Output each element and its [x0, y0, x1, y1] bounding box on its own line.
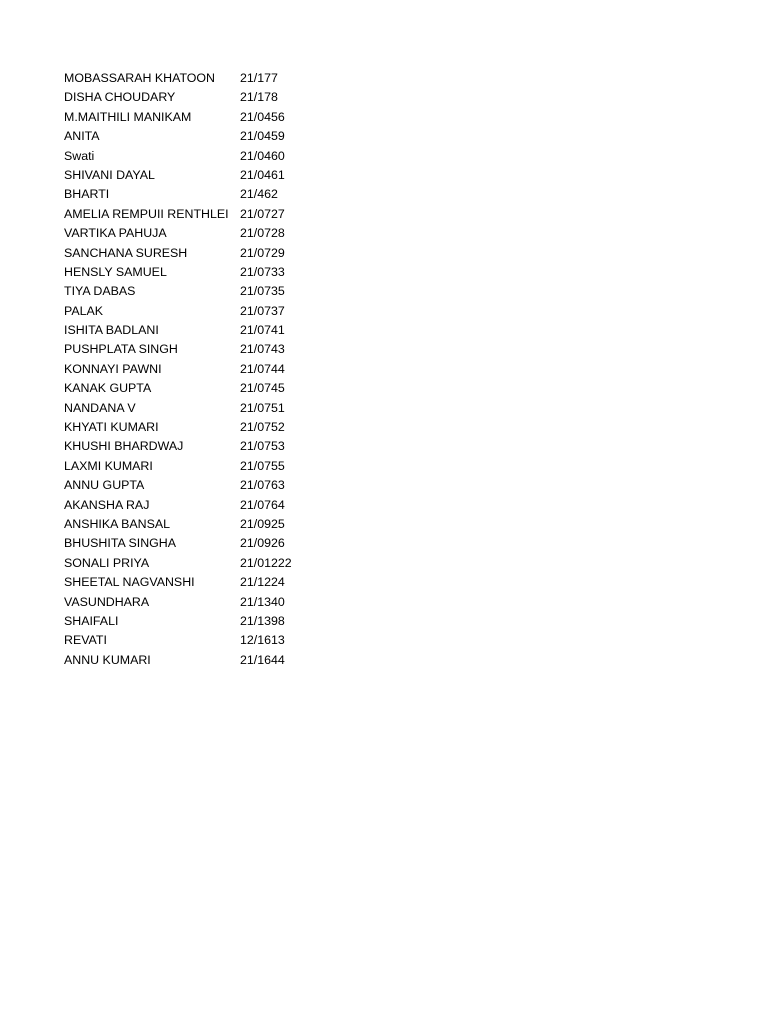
list-item	[64, 534, 384, 553]
list-item	[64, 147, 384, 166]
list-item	[64, 263, 384, 282]
list-item	[64, 224, 384, 243]
list-item	[64, 457, 384, 476]
list-item	[64, 282, 384, 301]
student-name: BHUSHITA SINGHA	[64, 536, 176, 551]
student-name: ANITA	[64, 129, 100, 144]
list-item	[64, 515, 384, 534]
roll-number: 21/0925	[240, 516, 285, 531]
roll-number: 21/0755	[240, 458, 285, 473]
roll-number: 21/462	[240, 187, 278, 202]
student-name: AMELIA REMPUII RENTHLEI	[64, 206, 229, 221]
student-name: LAXMI KUMARI	[64, 458, 153, 473]
roll-number: 21/1224	[240, 575, 285, 590]
student-name: TIYA DABAS	[64, 284, 136, 299]
roll-number: 21/0741	[240, 323, 285, 338]
list-item	[64, 244, 384, 263]
roll-number: 21/0456	[240, 109, 285, 124]
list-item	[64, 476, 384, 495]
student-name: M.MAITHILI MANIKAM	[64, 109, 192, 124]
roll-number: 21/0751	[240, 400, 285, 415]
list-item	[64, 205, 384, 224]
list-item	[64, 88, 384, 107]
student-name: REVATI	[64, 633, 107, 648]
roll-number: 21/0461	[240, 167, 285, 182]
student-roster-list	[64, 69, 384, 670]
roll-number: 21/0745	[240, 381, 285, 396]
list-item	[64, 651, 384, 670]
student-name: AKANSHA RAJ	[64, 497, 150, 512]
roll-number: 12/1613	[240, 633, 285, 648]
roll-number: 21/0926	[240, 536, 285, 551]
list-item	[64, 185, 384, 204]
list-item	[64, 593, 384, 612]
student-name: ANNU KUMARI	[64, 652, 151, 667]
student-name: VASUNDHARA	[64, 594, 150, 609]
list-item	[64, 69, 384, 88]
roll-number: 21/0733	[240, 264, 285, 279]
list-item	[64, 340, 384, 359]
roll-number: 21/0744	[240, 361, 285, 376]
roll-number: 21/0728	[240, 226, 285, 241]
roll-number: 21/1398	[240, 613, 285, 628]
student-name: SONALI PRIYA	[64, 555, 150, 570]
student-name: KHYATI KUMARI	[64, 420, 159, 435]
roll-number: 21/0753	[240, 439, 285, 454]
roll-number: 21/1644	[240, 652, 285, 667]
student-name: PALAK	[64, 303, 104, 318]
student-name: ISHITA BADLANI	[64, 323, 159, 338]
student-name: SHIVANI DAYAL	[64, 167, 155, 182]
student-name: SANCHANA SURESH	[64, 245, 188, 260]
list-item	[64, 127, 384, 146]
roll-number: 21/1340	[240, 594, 285, 609]
list-item	[64, 399, 384, 418]
student-name: Swati	[64, 148, 95, 163]
list-item	[64, 496, 384, 515]
student-name: KANAK GUPTA	[64, 381, 152, 396]
roll-number: 21/0459	[240, 129, 285, 144]
roll-number: 21/0743	[240, 342, 285, 357]
list-item	[64, 437, 384, 456]
roll-number: 21/0764	[240, 497, 285, 512]
list-item	[64, 108, 384, 127]
list-item	[64, 573, 384, 592]
list-item	[64, 302, 384, 321]
student-name: HENSLY SAMUEL	[64, 264, 167, 279]
student-name: PUSHPLATA SINGH	[64, 342, 178, 357]
student-name: ANNU GUPTA	[64, 478, 145, 493]
student-name: KHUSHI BHARDWAJ	[64, 439, 184, 454]
student-name: SHAIFALI	[64, 613, 119, 628]
list-item	[64, 554, 384, 573]
student-name: KONNAYI PAWNI	[64, 361, 162, 376]
student-name: NANDANA V	[64, 400, 136, 415]
list-item	[64, 360, 384, 379]
roll-number: 21/0727	[240, 206, 285, 221]
list-item	[64, 418, 384, 437]
list-item	[64, 321, 384, 340]
roll-number: 21/0729	[240, 245, 285, 260]
student-name: ANSHIKA BANSAL	[64, 516, 171, 531]
student-name: MOBASSARAH KHATOON	[64, 71, 216, 85]
roll-number: 21/01222	[240, 555, 292, 570]
roll-number: 21/0763	[240, 478, 285, 493]
student-name: SHEETAL NAGVANSHI	[64, 575, 195, 590]
student-name: DISHA CHOUDARY	[64, 90, 176, 105]
roll-number: 21/0460	[240, 148, 285, 163]
list-item	[64, 612, 384, 631]
roll-number: 21/178	[240, 90, 278, 105]
roll-number: 21/0735	[240, 284, 285, 299]
roll-number: 21/177	[240, 71, 278, 85]
roll-number: 21/0752	[240, 420, 285, 435]
list-item	[64, 631, 384, 650]
student-name: BHARTI	[64, 187, 110, 202]
roll-number: 21/0737	[240, 303, 285, 318]
student-name: VARTIKA PAHUJA	[64, 226, 167, 241]
list-item	[64, 166, 384, 185]
list-item	[64, 379, 384, 398]
